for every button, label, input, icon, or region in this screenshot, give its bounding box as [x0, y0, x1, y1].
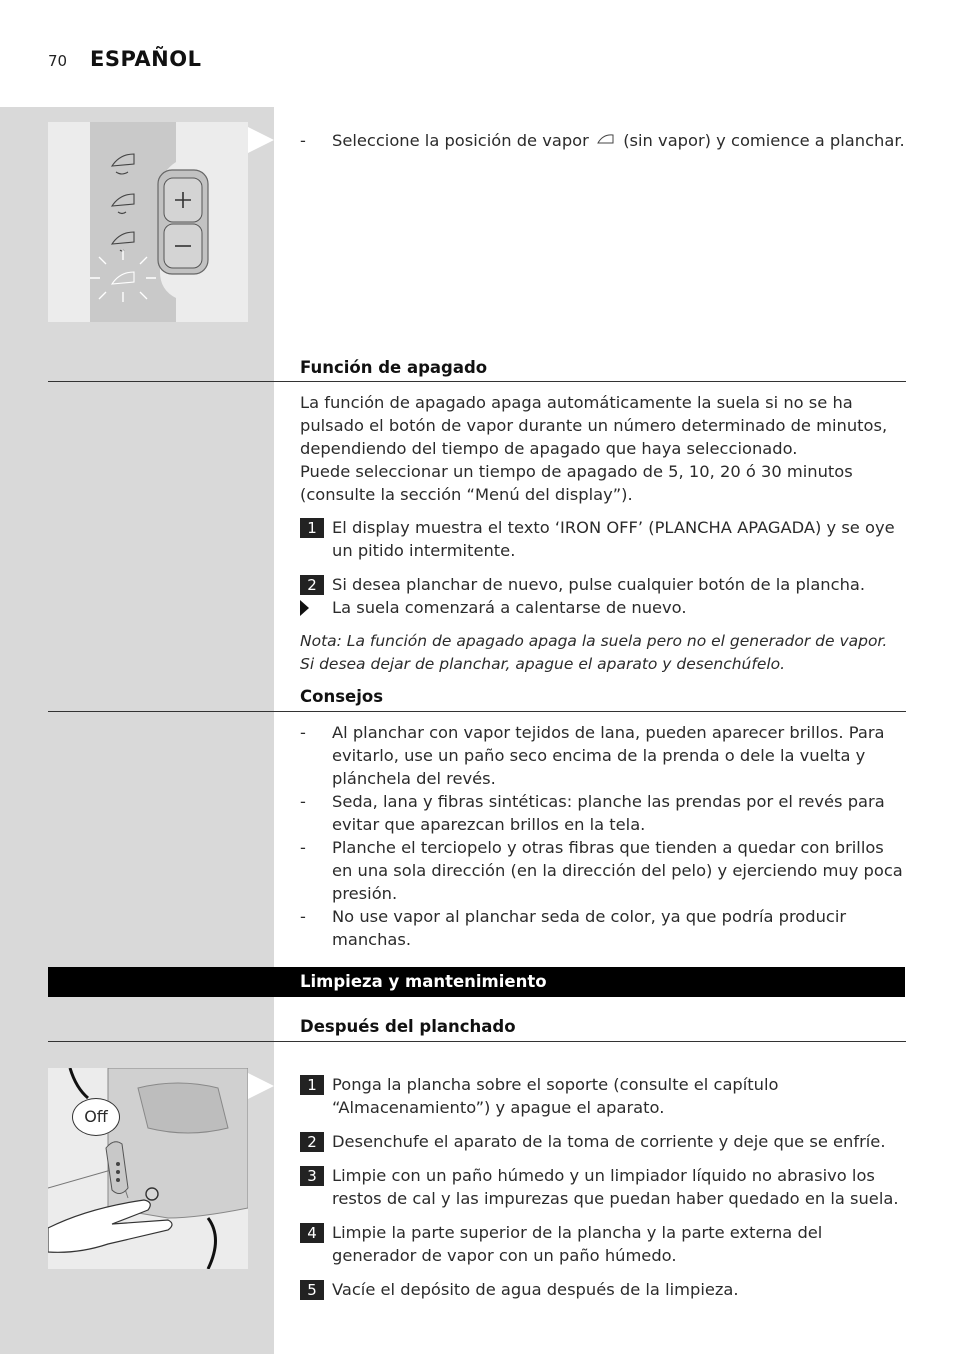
section-divider [48, 1041, 906, 1042]
dash-marker: - [300, 907, 306, 926]
step-number-badge: 1 [300, 1075, 324, 1095]
dash-marker: - [300, 838, 306, 857]
page-number: 70 [48, 52, 68, 70]
no-steam-icon [597, 133, 615, 145]
tip-text: No use vapor al planchar seda de color, ya que podría producir manchas. [332, 907, 847, 949]
tip-item [300, 836, 905, 905]
steam-instruction-text: Seleccione la posición de vapor (sin vapor) y comience a planchar. [332, 131, 905, 150]
tip-item [300, 905, 905, 951]
illustration-pointer [248, 1073, 274, 1099]
tips-list [300, 721, 905, 951]
cleaning-step-2 [300, 1130, 905, 1153]
section-divider [48, 711, 906, 712]
dash-marker: - [300, 792, 306, 811]
steam-instruction [300, 129, 910, 152]
cleaning-step-1 [300, 1073, 905, 1119]
step-text: Ponga la plancha sobre el soporte (consulte el capítulo “Almacenamiento”) y apague el aparato. [332, 1075, 779, 1117]
shutoff-heading: Función de apagado [300, 358, 488, 377]
shutoff-result [300, 596, 905, 622]
shutoff-step-2 [300, 573, 905, 596]
step-number-badge: 4 [300, 1223, 324, 1243]
shutoff-description [300, 391, 905, 506]
cleaning-step-3 [300, 1164, 905, 1210]
tip-text: Planche el terciopelo y otras fibras que tienden a quedar con brillos en una sola dirección (en la dirección del pelo) y ejerciendo muy poca presión. [332, 838, 903, 903]
switch-off-drawing [48, 1068, 248, 1269]
after-ironing-heading: Después del planchado [300, 1017, 516, 1036]
step-number-badge: 1 [300, 518, 324, 538]
step-text: Desenchufe el aparato de la toma de corriente y deje que se enfríe. [332, 1132, 886, 1151]
off-callout: Off [72, 1098, 120, 1136]
step-text: Limpie la parte superior de la plancha y la parte externa del generador de vapor con un paño húmedo. [332, 1223, 823, 1265]
step-text: El display muestra el texto ‘IRON OFF’ (PLANCHA APAGADA) y se oye un pitido intermitente. [332, 518, 895, 560]
step-number-badge: 3 [300, 1166, 324, 1186]
tip-item [300, 721, 905, 790]
cleaning-step-5 [300, 1278, 905, 1301]
shutoff-note: Nota: La función de apagado apaga la suela pero no el generador de vapor. Si desea dejar de planchar, apague el aparato y desenchúfelo. [300, 632, 888, 673]
dash-marker: - [300, 723, 306, 742]
steam-control-illustration [48, 122, 248, 322]
illustration-pointer [248, 127, 274, 153]
page-language-title: ESPAÑOL [90, 47, 202, 71]
step-text: Si desea planchar de nuevo, pulse cualquier botón de la plancha. [332, 575, 866, 594]
shutoff-step-1 [300, 516, 905, 562]
step-number-badge: 2 [300, 1132, 324, 1152]
shutoff-paragraph-2: Puede seleccionar un tiempo de apagado de 5, 10, 20 ó 30 minutos (consulte la sección “Menú del display”). [300, 462, 853, 504]
tip-item [300, 790, 905, 836]
dash-marker: - [300, 131, 306, 150]
cleaning-step-4 [300, 1221, 905, 1267]
section-title: Limpieza y mantenimiento [300, 972, 547, 991]
switch-off-illustration [48, 1068, 248, 1269]
section-divider [48, 381, 906, 382]
step-number-badge: 2 [300, 575, 324, 595]
result-arrow-icon [300, 596, 332, 622]
result-text: La suela comenzará a calentarse de nuevo. [332, 598, 687, 617]
step-text: Limpie con un paño húmedo y un limpiador líquido no abrasivo los restos de cal y las impurezas que puedan haber quedado en la suela. [332, 1166, 899, 1208]
step-number-badge: 5 [300, 1280, 324, 1300]
steam-control-drawing [48, 122, 248, 322]
tips-heading: Consejos [300, 687, 384, 706]
tip-text: Al planchar con vapor tejidos de lana, pueden aparecer brillos. Para evitarlo, use un paño seco encima de la prenda o dele la vuelta y plánchela del revés. [332, 723, 885, 788]
section-title-bar [48, 967, 905, 997]
step-text: Vacíe el depósito de agua después de la limpieza. [332, 1280, 739, 1299]
tip-text: Seda, lana y fibras sintéticas: planche las prendas por el revés para evitar que aparezcan brillos en la tela. [332, 792, 885, 834]
shutoff-paragraph-1: La función de apagado apaga automáticamente la suela si no se ha pulsado el botón de vapor durante un número determinado de minutos, dependiendo del tiempo de apagado que haya seleccionado. [300, 393, 888, 458]
